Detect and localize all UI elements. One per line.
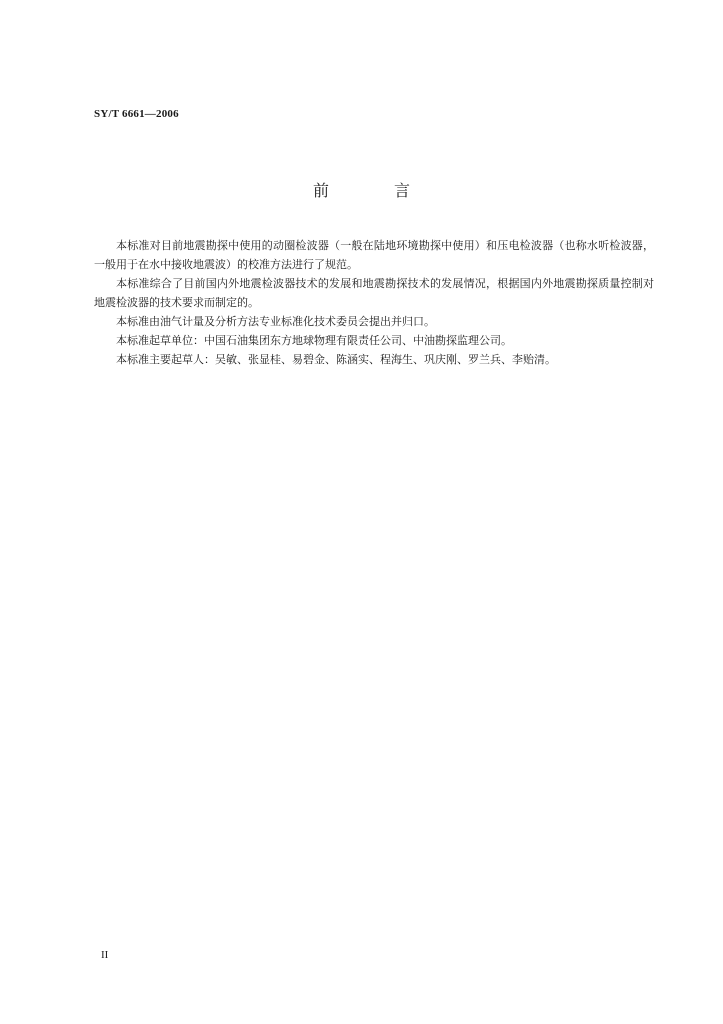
foreword-body (94, 236, 654, 369)
paragraph-background: 本标准综合了目前国内外地震检波器技术的发展和地震勘探技术的发展情况，根据国内外地震勘探质量控制对地震检波器的技术要求而制定的。 (94, 277, 654, 309)
paragraph-proposer: 本标准由油气计量及分析方法专业标准化技术委员会提出并归口。 (116, 315, 435, 328)
paragraph-drafting-units: 本标准起草单位：中国石油集团东方地球物理有限责任公司、中油勘探监理公司。 (116, 334, 512, 347)
paragraph-scope: 本标准对目前地震勘探中使用的动圈检波器（一般在陆地环境勘探中使用）和压电检波器（也称水听检波器，一般用于在水中接收地震波）的校准方法进行了规范。 (94, 239, 654, 271)
standard-code: SY/T 6661—2006 (94, 108, 179, 120)
paragraph-drafters: 本标准主要起草人：吴敏、张显桂、易碧金、陈涵实、程海生、巩庆刚、罗兰兵、李贻清。 (116, 353, 556, 366)
page-title: 前 言 (312, 181, 441, 200)
page-number: II (101, 949, 109, 961)
